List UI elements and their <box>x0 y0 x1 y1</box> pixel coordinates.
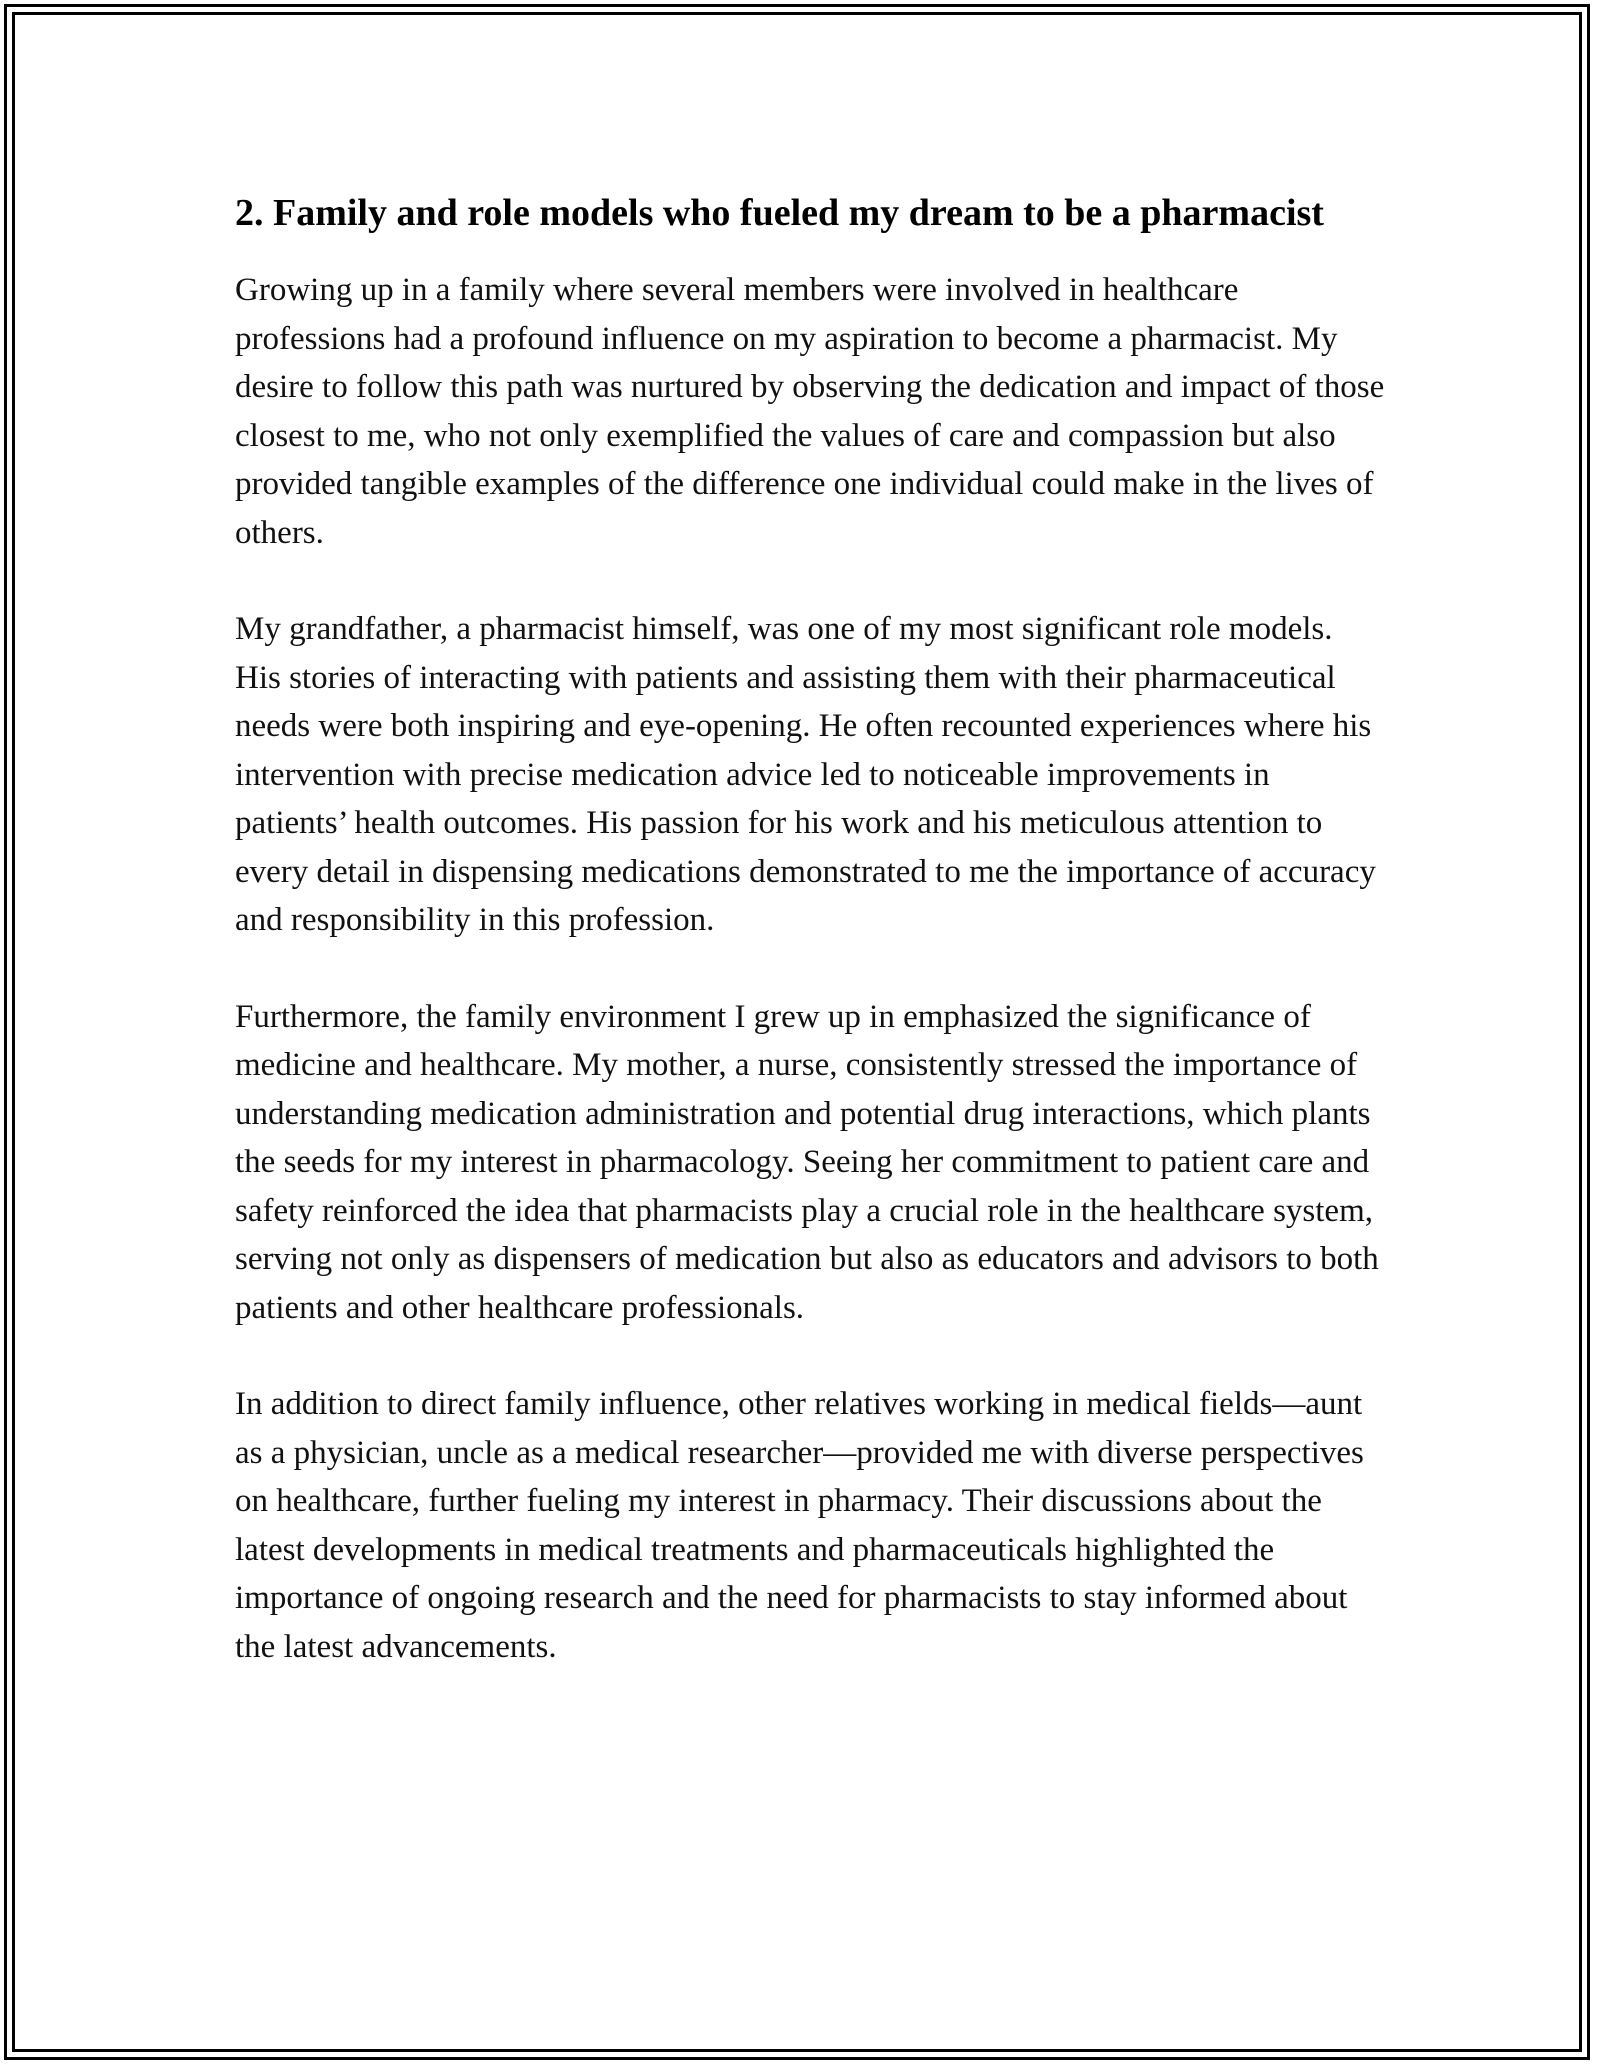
paragraph-mother: Furthermore, the family environment I grew up in emphasized the significance of medicine and healthcare. My mother, a nurse, consistently stressed the importance of understanding medication administration and potential drug interactions, which plants the seeds for my interest in pharmacology. Seeing her commitment to patient care and safety reinforced the idea that pharmacists play a crucial role in the healthcare system, serving not only as dispensers of medication but also as educators and advisors to both patients and other healthcare professionals. <box>235 998 1379 1326</box>
paragraph-family-influence: Growing up in a family where several members were involved in healthcare professions had a profound influence on my aspiration to become a pharmacist. My desire to follow this path was nurtured by observing the dedication and impact of those closest to me, who not only exemplified the values of care and compassion but also provided tangible examples of the difference one individual could make in the lives of others. <box>235 272 1385 551</box>
document-body <box>235 186 1385 1719</box>
paragraph-relatives: In addition to direct family influence, other relatives working in medical fields—aunt as a physician, uncle as a medical researcher—provided me with diverse perspectives on healthcare, further fueling my interest in pharmacy. Their discussions about the latest developments in medical treatments and pharmaceuticals highlighted the importance of ongoing research and the need for pharmacists to stay informed about the latest advancements. <box>235 1386 1364 1665</box>
paragraph-grandfather: My grandfather, a pharmacist himself, was one of my most significant role models. His stories of interacting with patients and assisting them with their pharmaceutical needs were both inspiring and eye-opening. He often recounted experiences where his intervention with precise medication advice led to noticeable improvements in patients’ health outcomes. His passion for his work and his meticulous attention to every detail in dispensing medications demonstrated to me the importance of accuracy and responsibility in this profession. <box>235 611 1376 938</box>
section-heading: 2. Family and role models who fueled my dream to be a pharmacist <box>235 192 1324 234</box>
